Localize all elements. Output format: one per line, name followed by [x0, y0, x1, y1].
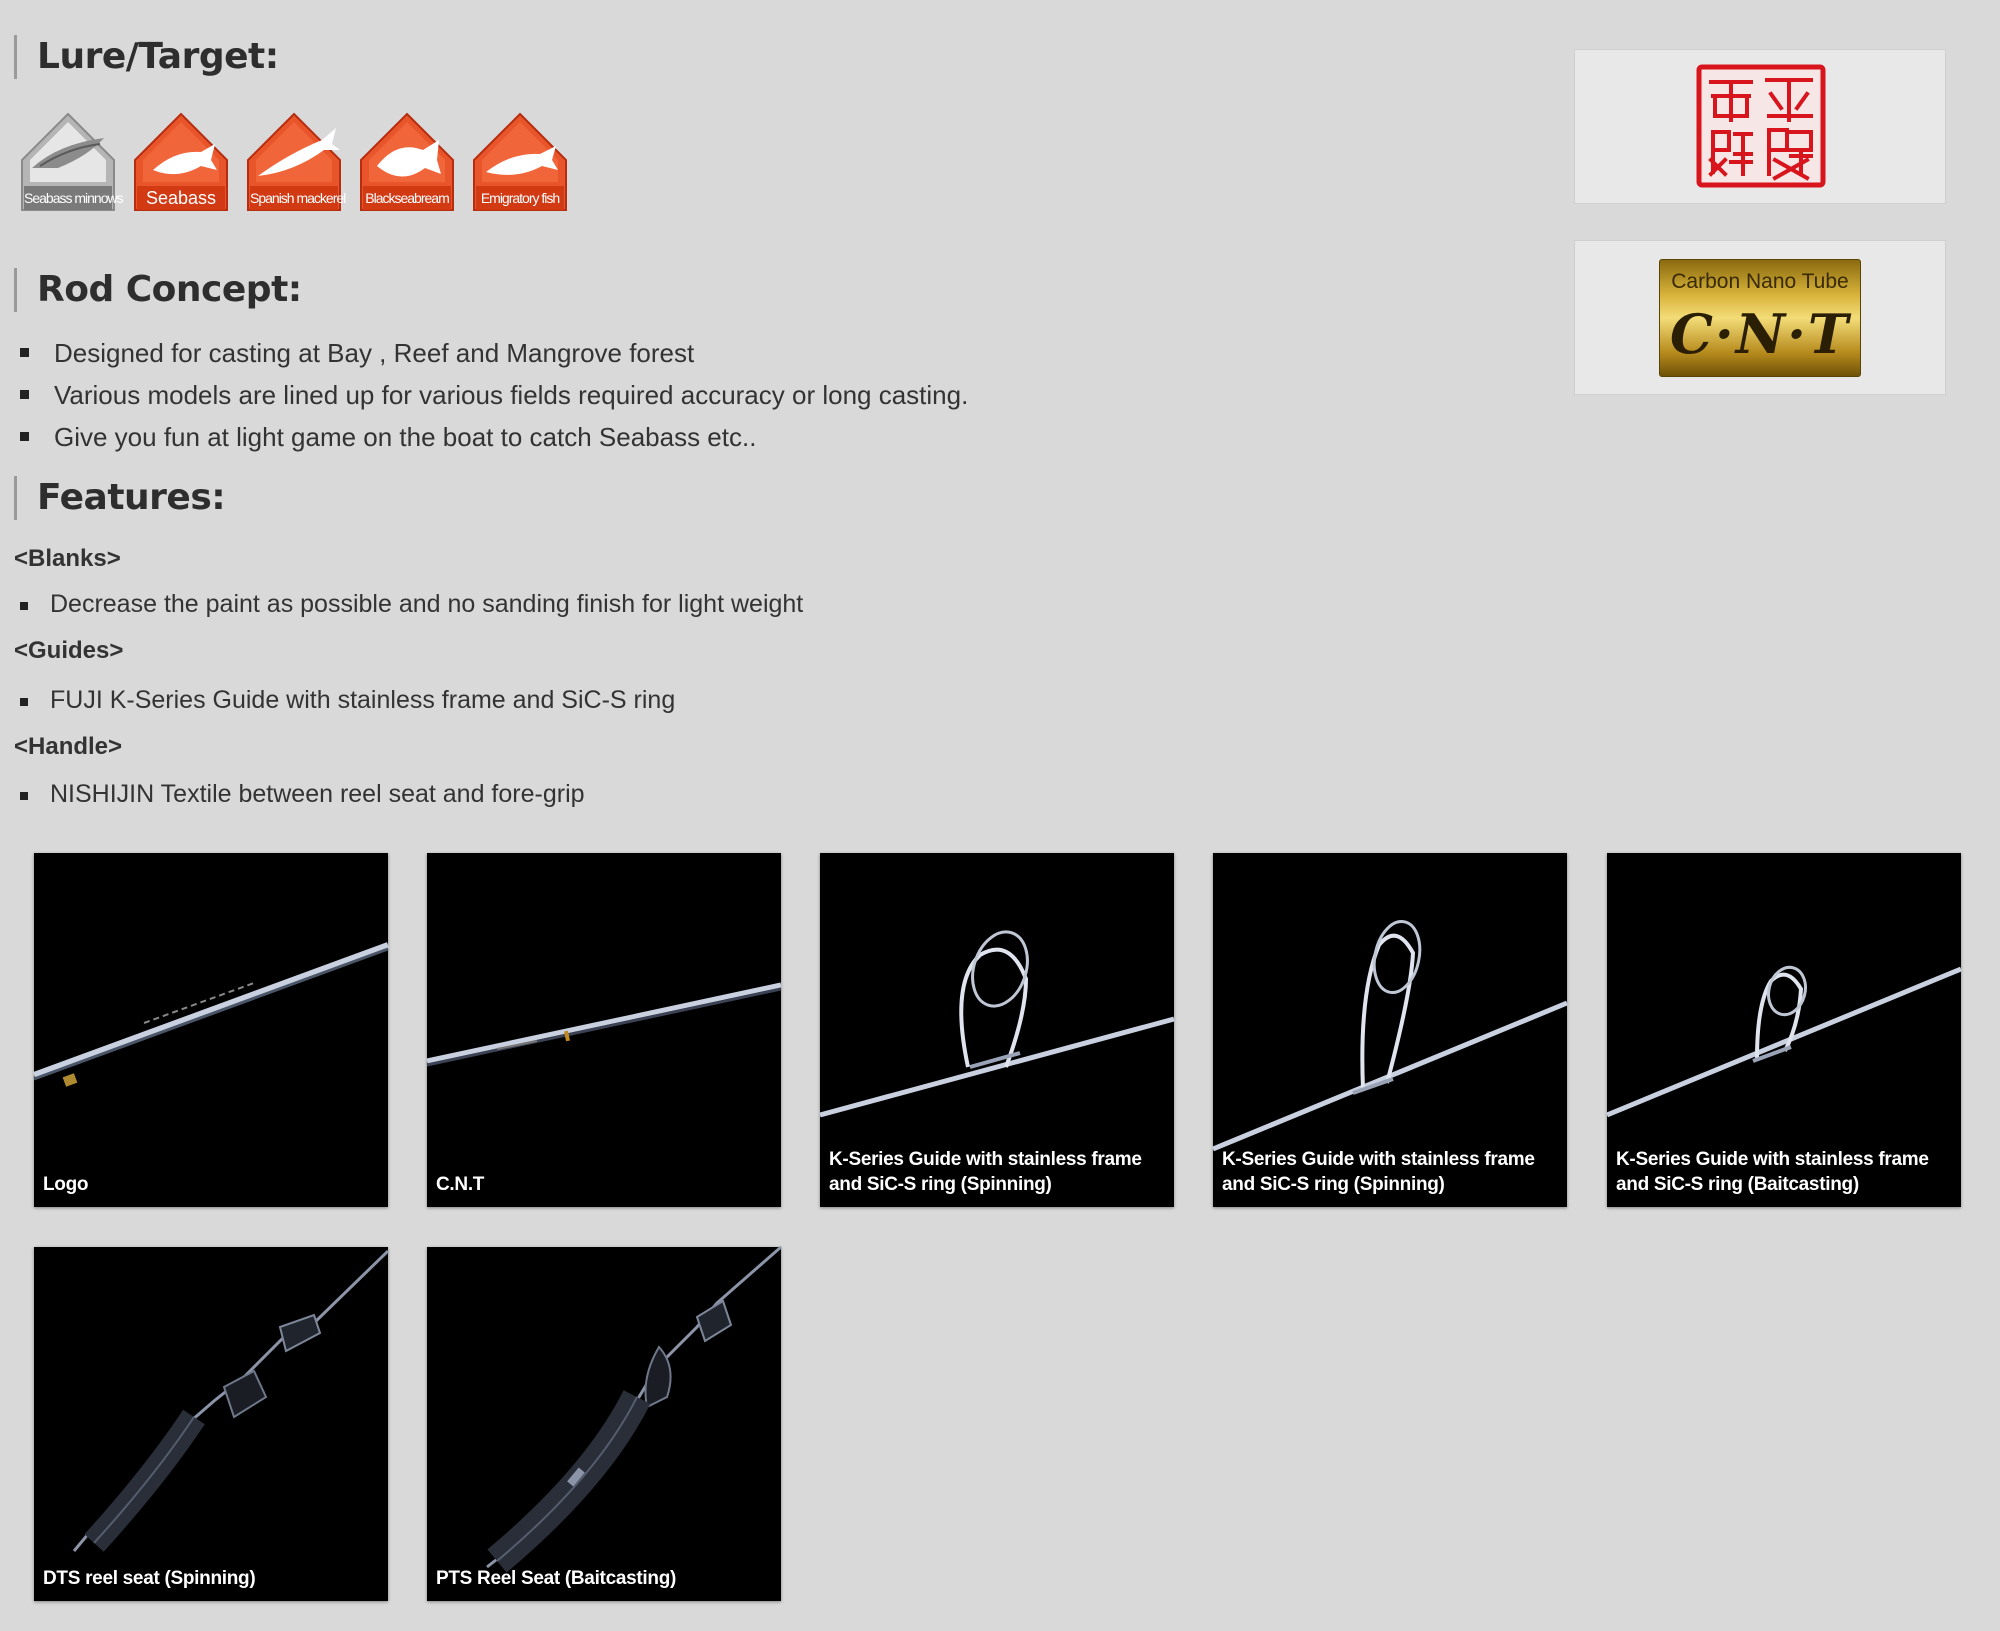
target-label: Seabass	[145, 188, 217, 208]
tile-caption: K-Series Guide with stainless frame and SiC-S ring (Spinning)	[1222, 1149, 1535, 1195]
blanks-subheading: <Blanks>	[14, 545, 121, 572]
tile-caption: PTS Reel Seat (Baitcasting)	[436, 1568, 677, 1589]
tile-caption: DTS reel seat (Spinning)	[43, 1568, 256, 1589]
tile-caption: Logo	[43, 1174, 89, 1195]
cnt-gold-badge-icon	[1659, 259, 1861, 377]
tile-caption: C.N.T	[436, 1174, 485, 1195]
list-item: Designed for casting at Bay , Reef and Mangrove forest	[20, 332, 968, 374]
features-heading: Features:	[14, 476, 225, 520]
gallery-tile-k-guide-spinning-2[interactable]	[1213, 853, 1567, 1207]
handle-feature-item: NISHIJIN Textile between reel seat and fore-grip	[20, 780, 585, 809]
target-label: Emigratory fish	[480, 190, 560, 206]
seabass-minnows-icon	[18, 110, 123, 216]
gallery-tile-pts-reel-seat[interactable]	[427, 1247, 781, 1601]
rod-concept-heading: Rod Concept:	[14, 268, 302, 312]
target-label: Blackseabream	[365, 190, 449, 206]
list-item: Various models are lined up for various fields required accuracy or long casting.	[20, 374, 968, 416]
nishijin-seal-icon	[1575, 50, 1947, 205]
gallery-tile-dts-reel-seat[interactable]	[34, 1247, 388, 1601]
cnt-top-text: Carbon Nano Tube	[1671, 270, 1849, 293]
seabass-icon	[131, 110, 231, 216]
gallery-tile-cnt[interactable]	[427, 853, 781, 1207]
list-item: Give you fun at light game on the boat to catch Seabass etc..	[20, 416, 968, 458]
blackseabream-icon	[357, 110, 457, 216]
spanish-mackerel-icon	[244, 110, 344, 216]
gallery-tile-k-guide-spinning-1[interactable]	[820, 853, 1174, 1207]
gallery-tile-k-guide-baitcasting[interactable]	[1607, 853, 1961, 1207]
rod-concept-list	[20, 332, 968, 458]
blanks-feature-item: Decrease the paint as possible and no sanding finish for light weight	[20, 590, 803, 619]
gallery-tile-logo[interactable]	[34, 853, 388, 1207]
guides-feature-item: FUJI K-Series Guide with stainless frame and SiC-S ring	[20, 686, 675, 715]
handle-subheading: <Handle>	[14, 733, 123, 760]
target-label: Spanish mackerel	[250, 190, 346, 206]
tile-caption: K-Series Guide with stainless frame and SiC-S ring (Baitcasting)	[1616, 1149, 1929, 1195]
nishijin-badge	[1574, 49, 1946, 204]
cnt-badge	[1574, 240, 1946, 395]
target-label: Seabass minnows	[24, 190, 123, 206]
target-icon-row	[18, 110, 570, 216]
emigratory-fish-icon	[470, 110, 570, 216]
tile-caption: K-Series Guide with stainless frame and SiC-S ring (Spinning)	[829, 1149, 1142, 1195]
lure-target-heading: Lure/Target:	[14, 35, 279, 79]
guides-subheading: <Guides>	[14, 637, 124, 664]
cnt-main-text: C·N·T	[1669, 302, 1851, 366]
